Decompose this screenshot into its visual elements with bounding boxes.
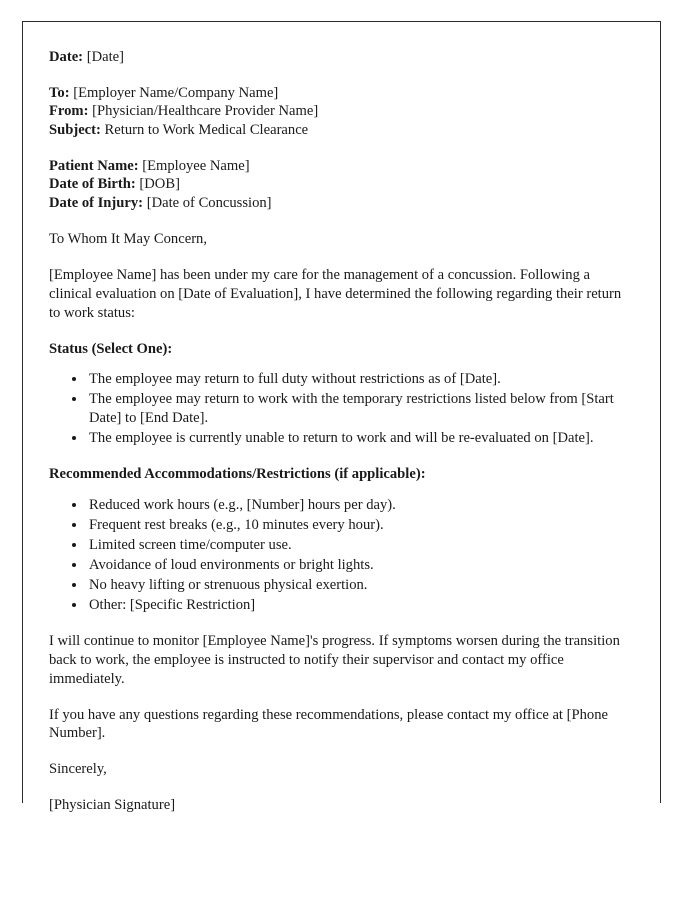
status-heading: Status (Select One): <box>49 340 173 357</box>
list-item: • Avoidance of loud environments or bright lights. <box>87 556 632 575</box>
patient-name-label: Patient Name: <box>49 157 139 174</box>
subject-value: Return to Work Medical Clearance <box>104 122 309 139</box>
list-item: • No heavy lifting or strenuous physical exertion. <box>87 576 632 595</box>
list-item: • Limited screen time/computer use. <box>87 536 632 555</box>
document-body <box>23 22 660 815</box>
patient-name-value: [Employee Name] <box>142 157 250 174</box>
salutation: To Whom It May Concern, <box>49 230 207 247</box>
list-item: • The employee is currently unable to return to work and will be re-evaluated on [Date]. <box>87 429 632 448</box>
monitoring-paragraph: I will continue to monitor [Employee Name]'s progress. If symptoms worsen during the transition back to work, the employee is instructed to notify their supervisor and contact my office immediately. <box>49 632 620 687</box>
list-item: • The employee may return to work with the temporary restrictions listed below from [Start Date] to [End Date]. <box>87 390 632 428</box>
accommodations-heading: Recommended Accommodations/Restrictions (if applicable): <box>49 466 426 483</box>
closing: Sincerely, <box>49 761 107 778</box>
from-value: [Physician/Healthcare Provider Name] <box>92 103 319 120</box>
to-label: To: <box>49 84 70 101</box>
subject-line <box>49 121 632 140</box>
signature-line: [Physician Signature] <box>49 797 176 814</box>
list-item: • Reduced work hours (e.g., [Number] hours per day). <box>87 496 632 515</box>
date-value: [Date] <box>86 49 124 65</box>
date-block <box>49 48 632 67</box>
list-item: • Frequent rest breaks (e.g., 10 minutes every hour). <box>87 516 632 535</box>
intro-paragraph: [Employee Name] has been under my care for the management of a concussion. Following a clinical evaluation on [Date of Evaluation], I have determined the following regarding their return to work status: <box>49 266 622 321</box>
date-label: Date: <box>49 49 84 65</box>
accommodations-list <box>49 496 632 615</box>
questions-paragraph: If you have any questions regarding these recommendations, please contact my office at [Phone Number]. <box>49 706 608 742</box>
date-of-injury-value: [Date of Concussion] <box>146 195 272 212</box>
date-of-birth-label: Date of Birth: <box>49 176 136 193</box>
date-of-injury-line <box>49 194 632 213</box>
document-page <box>22 21 661 814</box>
list-item: • The employee may return to full duty without restrictions as of [Date]. <box>87 370 632 389</box>
to-line <box>49 84 632 103</box>
date-of-injury-label: Date of Injury: <box>49 195 144 212</box>
patient-block <box>49 157 632 213</box>
subject-label: Subject: <box>49 122 101 139</box>
status-options-list <box>49 370 632 448</box>
list-item: • Other: [Specific Restriction] <box>87 596 632 615</box>
date-of-birth-line <box>49 175 632 194</box>
patient-name-line <box>49 157 632 176</box>
to-value: [Employer Name/Company Name] <box>73 84 279 101</box>
recipient-block <box>49 84 632 140</box>
from-label: From: <box>49 103 89 120</box>
date-line <box>49 48 632 67</box>
from-line <box>49 102 632 121</box>
date-of-birth-value: [DOB] <box>139 176 180 193</box>
